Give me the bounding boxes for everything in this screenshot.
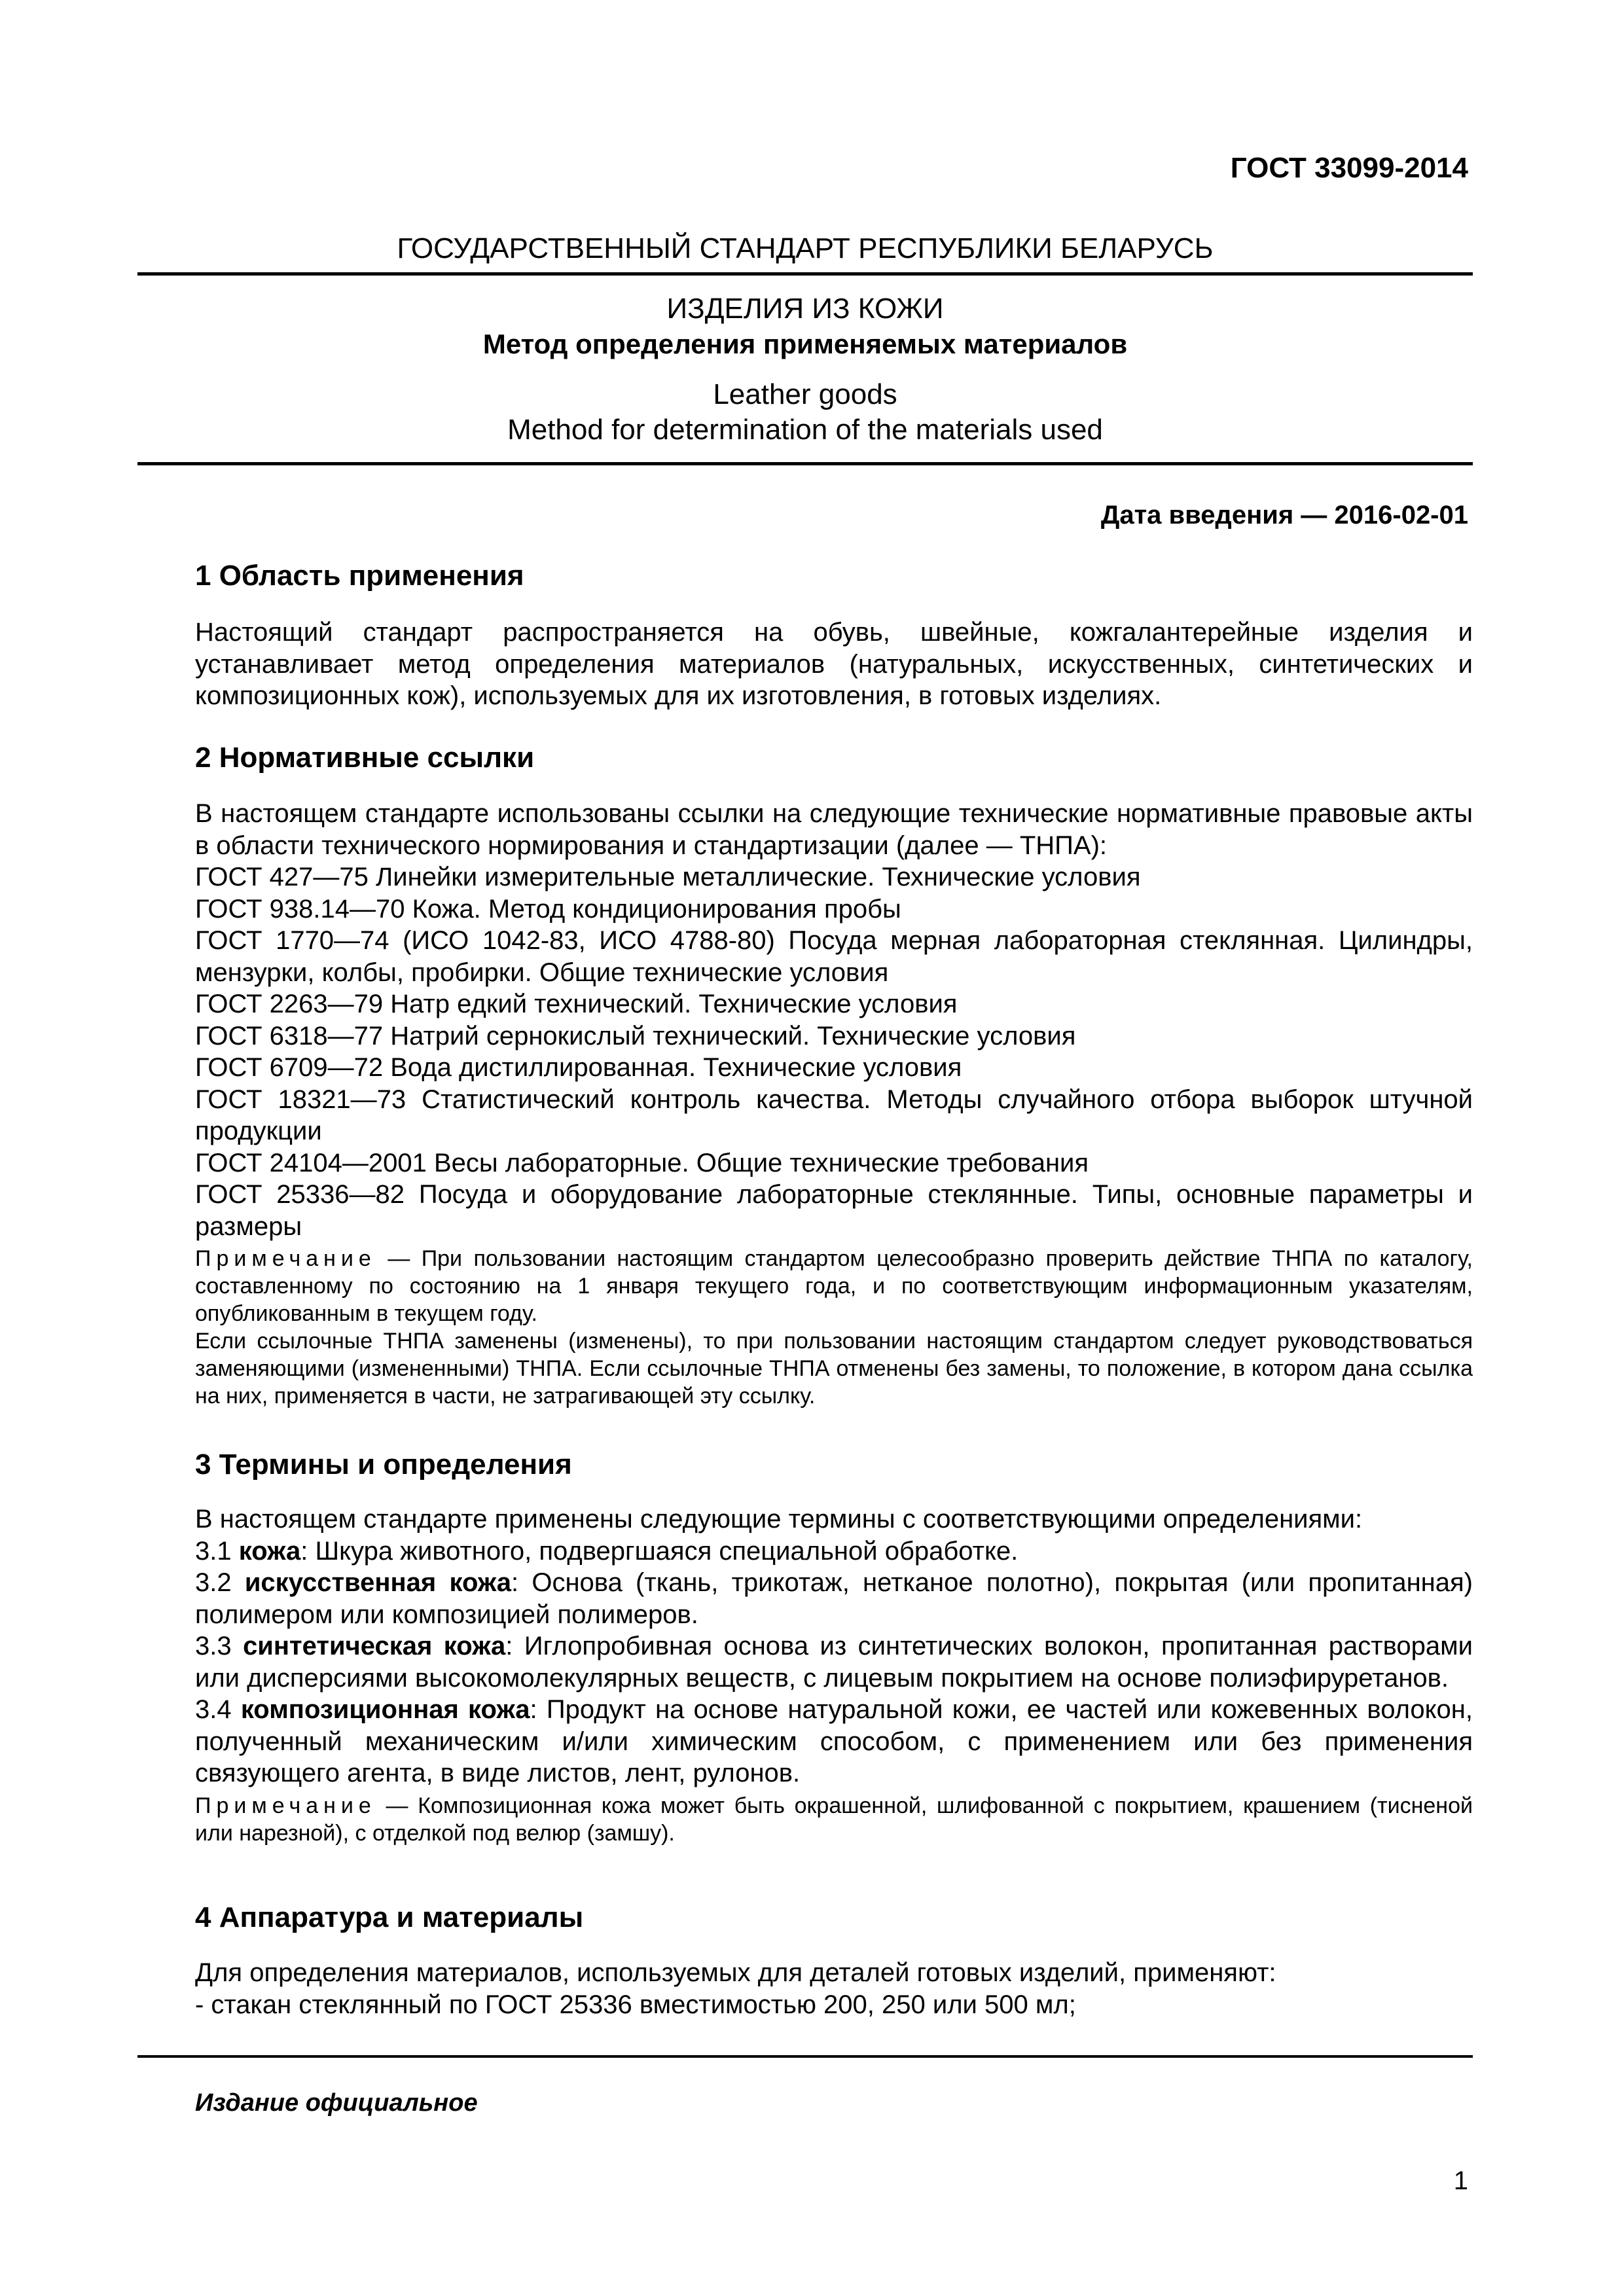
- title-divider-top: [137, 272, 1473, 276]
- note-paragraph: [195, 1792, 1473, 1847]
- section-2-intro: В настоящем стандарте использованы ссылки на следующие технические нормативные правовые акты в области технического нормирования и стандартизации (далее — ТНПА):: [195, 799, 1473, 860]
- title-divider-bottom: [137, 462, 1473, 465]
- document-title-ru: ИЗДЕЛИЯ ИЗ КОЖИ: [666, 293, 944, 325]
- note-label: Примечание: [195, 1793, 376, 1818]
- footer-divider: [137, 2055, 1473, 2058]
- term-text: : Иглопробивная основа из синтетических волокон, пропитанная растворами или дисперсиями высокомолекулярных веществ, с лицевым покрытием на основе полиэфируретанов.: [195, 1632, 1473, 1693]
- term-text: : Основа (ткань, трикотаж, нетканое полотно), покрытая (или пропитанная) полимером или композицией полимеров.: [195, 1568, 1473, 1629]
- term-name: искусственная кожа: [244, 1568, 511, 1597]
- section-3-note: [195, 1792, 1473, 1847]
- standard-designation: ГОСТ 33099-2014: [1230, 152, 1468, 184]
- term-number: 3.3: [195, 1632, 244, 1660]
- term-number: 3.1: [195, 1536, 239, 1566]
- reference-item: ГОСТ 938.14—70 Кожа. Метод кондиционирования пробы: [195, 894, 901, 924]
- term-number: 3.2: [195, 1568, 245, 1597]
- introduction-date: Дата введения — 2016-02-01: [1100, 501, 1468, 529]
- term-name: синтетическая кожа: [243, 1632, 506, 1660]
- reference-item: ГОСТ 18321—73 Статистический контроль качества. Методы случайного отбора выборок штучной продукции: [195, 1085, 1473, 1145]
- reference-item: ГОСТ 427—75 Линейки измерительные металлические. Технические условия: [195, 863, 1141, 891]
- term-name: кожа: [238, 1536, 301, 1566]
- note-text: — При пользовании настоящим стандартом целесообразно проверить действие ТНПА по каталогу, составленному по состоянию на 1 января текущего года, и по соответствующим информационным указателям, опубликованным в текущем году.: [195, 1246, 1473, 1326]
- section-3-heading: 3 Термины и определения: [195, 1448, 572, 1480]
- note-paragraph: [195, 1245, 1473, 1327]
- term-definition: [195, 1535, 1473, 1568]
- standard-title: ГОСУДАРСТВЕННЫЙ СТАНДАРТ РЕСПУБЛИКИ БЕЛАРУСЬ: [397, 232, 1214, 264]
- term-text: : Продукт на основе натуральной кожи, ее частей или кожевенных волокон, полученный механическим и/или химическим способом, с применением или без применения связующего агента, в виде листов, лент, рулонов.: [195, 1695, 1473, 1787]
- page-number: 1: [1453, 2166, 1468, 2195]
- section-3-intro: В настоящем стандарте применены следующие термины с соответствующими определениями:: [195, 1505, 1363, 1534]
- note-label: Примечание: [195, 1246, 376, 1271]
- term-definition: [195, 1630, 1473, 1694]
- reference-item: ГОСТ 2263—79 Натр едкий технический. Технические условия: [195, 990, 958, 1018]
- edition-label: Издание официальное: [195, 2089, 478, 2117]
- section-4-intro: Для определения материалов, используемых для деталей готовых изделий, применяют:: [195, 1958, 1276, 1987]
- section-2-note: [195, 1245, 1473, 1410]
- term-definition: [195, 1694, 1473, 1789]
- term-text: : Шкура животного, подвергшаяся специальной обработке.: [300, 1536, 1019, 1566]
- reference-item: ГОСТ 25336—82 Посуда и оборудование лабораторные стеклянные. Типы, основные параметры и размеры: [195, 1180, 1473, 1241]
- document-subtitle-en: Method for determination of the materials used: [507, 414, 1103, 446]
- reference-item: ГОСТ 6318—77 Натрий сернокислый технический. Технические условия: [195, 1021, 1076, 1050]
- term-definition: [195, 1567, 1473, 1630]
- note-paragraph-2: Если ссылочные ТНПА заменены (изменены), то при пользовании настоящим стандартом следует руководствоваться заменяющими (измененными) ТНПА. Если ссылочные ТНПА отменены без замены, то положение, в котором дана ссылка на них, применяется в части, не затрагивающей эту ссылку.: [195, 1329, 1473, 1408]
- section-2-heading: 2 Нормативные ссылки: [195, 742, 535, 774]
- section-1-heading: 1 Область применения: [195, 560, 524, 592]
- document-title-en: Leather goods: [713, 378, 897, 410]
- term-number: 3.4: [195, 1695, 241, 1724]
- section-4-body: [195, 1957, 1473, 2020]
- section-1-body: [195, 617, 1473, 712]
- document-subtitle-ru: Метод определения применяемых материалов: [482, 329, 1128, 359]
- section-1-text: Настоящий стандарт распространяется на обувь, швейные, кожгалантерейные изделия и устанавливает метод определения материалов (натуральных, искусственных, синтетических и композиционных кож), используемых для их изготовления, в готовых изделиях.: [195, 618, 1473, 710]
- section-3-body: [195, 1503, 1473, 1847]
- section-2-body: [195, 798, 1473, 1410]
- reference-item: ГОСТ 6709—72 Вода дистиллированная. Технические условия: [195, 1053, 962, 1082]
- reference-item: ГОСТ 24104—2001 Весы лабораторные. Общие технические требования: [195, 1148, 1089, 1177]
- note-text: — Композиционная кожа может быть окрашенной, шлифованной с покрытием, крашением (тисненой или нарезной), с отделкой под велюр (замшу).: [195, 1793, 1473, 1846]
- section-4-heading: 4 Аппаратура и материалы: [195, 1901, 584, 1933]
- section-4-item: - стакан стеклянный по ГОСТ 25336 вместимостью 200, 250 или 500 мл;: [195, 1990, 1076, 2019]
- term-name: композиционная кожа: [240, 1695, 530, 1724]
- reference-item: ГОСТ 1770—74 (ИСО 1042-83, ИСО 4788-80) Посуда мерная лабораторная стеклянная. Цилиндры, мензурки, колбы, пробирки. Общие технические условия: [195, 926, 1473, 987]
